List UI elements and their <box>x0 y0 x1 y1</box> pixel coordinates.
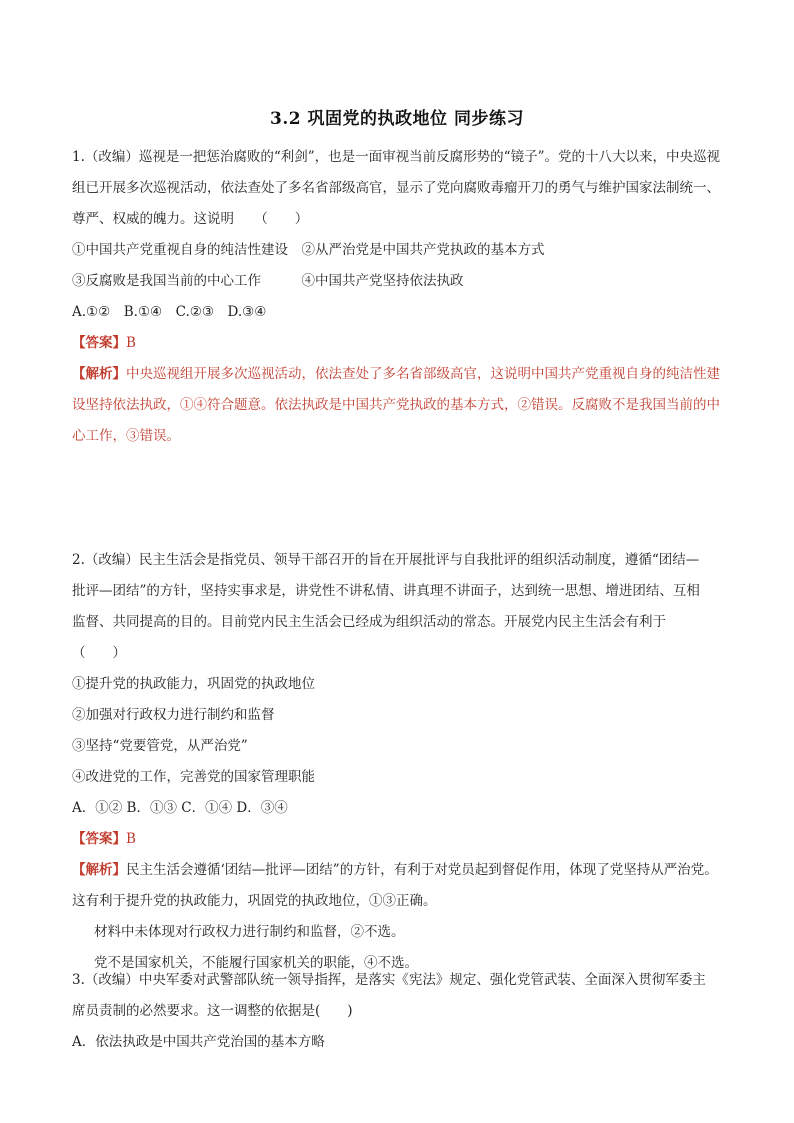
question-text-line: 2.（改编）民主生活会是指党员、领导干部召开的旨在开展批评与自我批评的组织活动制度，遵循“团结— <box>72 552 700 568</box>
answer-value: B <box>126 831 136 847</box>
option-line: ④改进党的工作，完善党的国家管理职能 <box>72 769 315 785</box>
choices-line: A．①② B．①③ C．①④ D．③④ <box>72 800 288 816</box>
option-line: ③反腐败是我国当前的中心工作 ④中国共产党坚持依法执政 <box>72 273 464 289</box>
analysis-line: 材料中未体现对行政权力进行制约和监督，②不选。 <box>94 924 405 940</box>
answer-value: B <box>126 335 136 351</box>
question-3 <box>72 965 724 1058</box>
answer-line <box>72 824 724 855</box>
question-text-line: 尊严、权威的魄力。这说明 （ ） <box>72 211 309 227</box>
option-line: ③坚持“党要管党，从严治党” <box>72 738 248 754</box>
option-line: ①提升党的执政能力，巩固党的执政地位 <box>72 676 315 692</box>
option-line: ②加强对行政权力进行制约和监督 <box>72 707 275 723</box>
choices-line: A.①② B.①④ C.②③ D.③④ <box>72 304 267 320</box>
question-text-line: 组已开展多次巡视活动，依法查处了多名省部级高官，显示了党向腐败毒瘤开刀的勇气与维护国家法制统一、 <box>72 180 720 196</box>
option-line: A．依法执政是中国共产党治国的基本方略 <box>72 1034 325 1050</box>
question-text-line: 批评—团结”的方针，坚持实事求是，讲党性不讲私情、讲真理不讲面子，达到统一思想、增进团结、互相 <box>72 583 700 599</box>
analysis-line: 这有利于提升党的执政能力，巩固党的执政地位，①③正确。 <box>72 893 437 909</box>
page-title: 3.2 巩固党的执政地位 同步练习 <box>270 109 524 129</box>
question-2 <box>72 545 724 979</box>
question-text-line: （ ） <box>72 645 126 661</box>
analysis-text: 民主生活会遵循‘团结—批评—团结”的方针，有利于对党员起到督促作用，体现了党坚持从严治党。 <box>126 862 718 878</box>
analysis-line <box>72 855 724 886</box>
analysis-line: 心工作，③错误。 <box>72 428 180 444</box>
analysis-tag: 【解析】 <box>72 366 126 382</box>
answer-line <box>72 328 724 359</box>
answer-tag: 【答案】 <box>72 335 126 351</box>
analysis-tag: 【解析】 <box>72 862 126 878</box>
question-text-line: 席员责制的必然要求。这一调整的依据是( ) <box>72 1003 353 1019</box>
analysis-line: 设坚持依法执政，①④符合题意。依法执政是中国共产党执政的基本方式，②错误。反腐败不是我国当前的中 <box>72 397 720 413</box>
answer-tag: 【答案】 <box>72 831 126 847</box>
analysis-line: 党不是国家机关，不能履行国家机关的职能，④不选。 <box>94 955 418 971</box>
question-text-line: 1.（改编）巡视是一把惩治腐败的“利剑”，也是一面审视当前反腐形势的“镜子”。党的十八大以来，中央巡视 <box>72 149 720 165</box>
question-text-line: 监督、共同提高的目的。目前党内民主生活会已经成为组织活动的常态。开展党内民主生活会有利于 <box>72 614 666 630</box>
question-1 <box>72 142 724 452</box>
analysis-text: 中央巡视组开展多次巡视活动，依法查处了多名省部级高官，这说明中国共产党重视自身的纯洁性建 <box>126 366 720 382</box>
option-line: ①中国共产党重视自身的纯洁性建设 ②从严治党是中国共产党执政的基本方式 <box>72 242 545 258</box>
analysis-line <box>72 359 724 390</box>
question-text-line: 3.（改编）中央军委对武警部队统一领导指挥，是落实《宪法》规定、强化党管武装、全面深入贯彻军委主 <box>72 972 706 988</box>
